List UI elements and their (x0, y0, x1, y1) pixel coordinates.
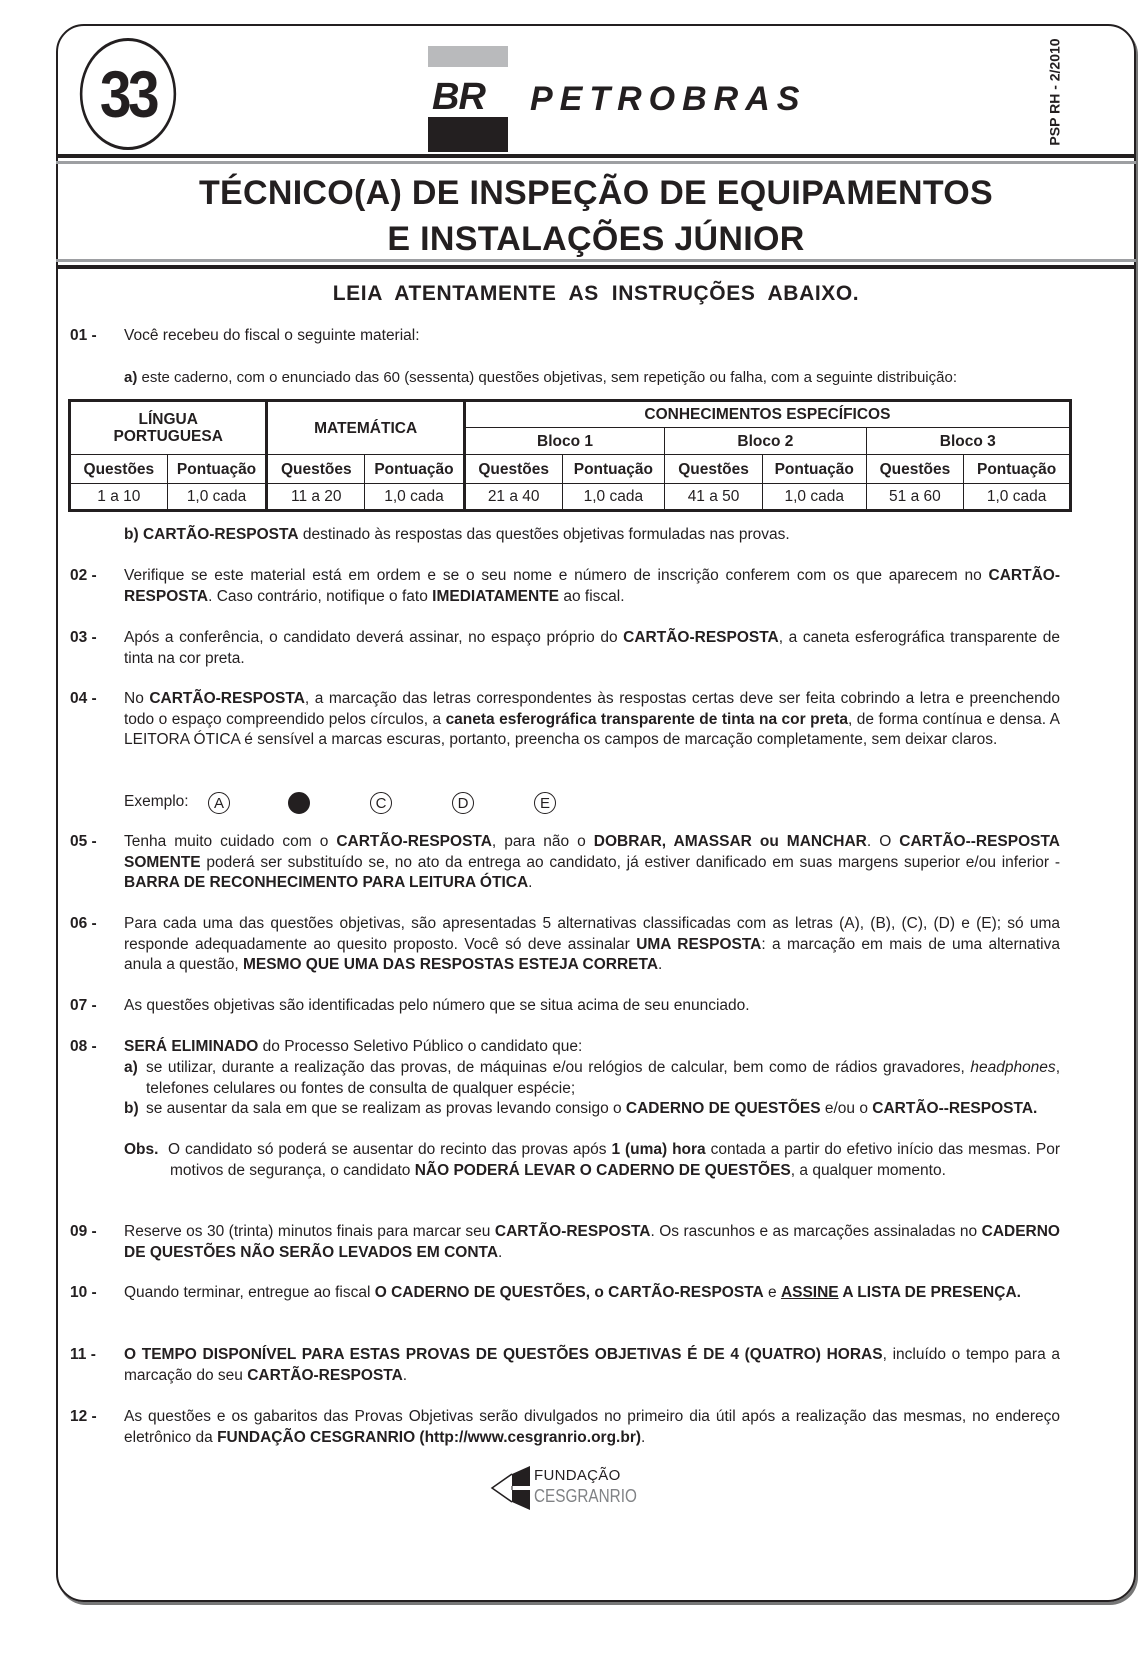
item-text (124, 326, 1060, 347)
header-matematica: MATEMÁTICA (267, 401, 464, 455)
cell-pontuacao: 1,0 cada (167, 484, 267, 511)
text: . Caso contrário, notifique o fato (208, 587, 433, 605)
bold-text: CARTÃO-RESPOSTA (336, 833, 492, 850)
text: este caderno, com o enunciado das 60 (sessenta) questões objetivas, sem repetição ou falha, com a seguinte distribuição: (141, 369, 957, 386)
text: Verifique se este material está em ordem e se o seu nome e número de inscrição conferem com os que aparecem no (124, 567, 989, 584)
item-number: 03 - (70, 629, 97, 646)
bold-text: MESMO QUE UMA DAS RESPOSTAS ESTEJA CORRETA (242, 956, 659, 973)
text: As questões e os gabaritos das Provas Objetivas serão divulgados no primeiro dia útil após a realização das mesmas, no endereço eletrônico da (124, 1408, 1060, 1446)
col-pontuacao: Pontuação (365, 455, 465, 484)
bold-text: CARTÃO-RESPOSTA (149, 690, 305, 707)
cell-questoes: 51 a 60 (866, 484, 964, 511)
title-line-2: E INSTALAÇÕES JÚNIOR (387, 220, 805, 258)
bold-text: FUNDAÇÃO CESGRANRIO (http://www.cesgranrio.org.br) (217, 1428, 642, 1446)
cell-pontuacao: 1,0 cada (964, 484, 1071, 511)
text: , de forma contínua e densa. A LEITORA ÓTICA é sensível a marcas escuras, portanto, preencha os campos de marcação completamente, sem deixar claros. (124, 710, 1061, 748)
logo-wordmark: PETROBRAS (530, 80, 807, 118)
item-number: 02 - (70, 567, 97, 584)
logo-line-2: CESGRANRIO (534, 1486, 637, 1506)
item-text (124, 566, 1060, 607)
bold-text: CARTÃO-RESPOSTA (623, 629, 779, 646)
col-pontuacao: Pontuação (762, 455, 866, 484)
item-number: 07 - (70, 997, 97, 1014)
text: : a marcação em mais de uma alternativa anula a questão, (124, 935, 1060, 973)
bold-text: caneta esferográfica transparente de tinta na cor preta (445, 710, 849, 728)
bubble-option-b-filled (288, 792, 310, 814)
text: Quando terminar, entregue ao fiscal (124, 1284, 375, 1301)
bold-text: NÃO PODERÁ LEVAR O CADERNO DE QUESTÕES (414, 1161, 791, 1179)
bold-text: A LISTA DE PRESENÇA. (838, 1284, 1021, 1301)
header-conhecimentos-especificos: CONHECIMENTOS ESPECÍFICOS (464, 401, 1070, 428)
divider (56, 154, 1136, 158)
divider (56, 265, 1136, 269)
text: , incluído o tempo para a marcação do seu (124, 1346, 1060, 1384)
label: a) (124, 1059, 138, 1076)
text: . Os rascunhos e as marcações assinaladas no (650, 1223, 982, 1240)
bubble-option-d (452, 792, 474, 814)
bubble-option-e (534, 792, 556, 814)
item-text (124, 1407, 1060, 1448)
text: Tenha muito cuidado com o (124, 833, 337, 850)
exam-code-text: PSP RH - 2/2010 (1047, 38, 1064, 146)
cell-questoes: 11 a 20 (267, 484, 365, 511)
bubble-option-c (370, 792, 392, 814)
underlined-text: ASSINE (780, 1284, 839, 1301)
table-row (70, 484, 1071, 511)
col-questoes: Questões (464, 455, 562, 484)
cell-questoes: 41 a 50 (665, 484, 763, 511)
bold-text: UMA RESPOSTA (636, 935, 762, 953)
text: No (124, 690, 150, 707)
example-label: Exemplo: (124, 793, 189, 810)
text: . O (866, 833, 900, 850)
text: , a qualquer momento. (790, 1161, 946, 1179)
text: As questões objetivas são identificadas pelo número que se situa acima de seu enunciado. (124, 997, 750, 1014)
label: Obs. (124, 1141, 159, 1158)
logo-line-1: FUNDAÇÃO (534, 1467, 621, 1484)
item-number: 01 - (70, 327, 97, 344)
text: contada a partir do efetivo início das mesmas. Por motivos de segurança, o candidato (170, 1141, 1060, 1179)
bold-text: CADERNO DE QUESTÕES (625, 1100, 821, 1117)
header-lingua-portuguesa (70, 401, 267, 455)
col-questoes: Questões (665, 455, 763, 484)
item-text (146, 1058, 1060, 1099)
bold-text: DOBRAR, AMASSAR ou MANCHAR (593, 833, 867, 850)
text: . (641, 1428, 646, 1446)
item-text (124, 689, 1060, 751)
cell-pontuacao: 1,0 cada (762, 484, 866, 511)
text: . (498, 1243, 503, 1261)
bold-text: CARTÃO-RESPOSTA (142, 526, 299, 543)
bubble-letter: C (375, 794, 387, 812)
petrobras-logo (428, 46, 868, 152)
item-text (124, 368, 1060, 389)
text: . (528, 874, 533, 891)
col-pontuacao: Pontuação (167, 455, 267, 484)
text: Após a conferência, o candidato deverá assinar, no espaço próprio do (124, 629, 624, 646)
item-text (146, 1099, 1060, 1120)
item-number: 08 - (70, 1038, 97, 1055)
text: O candidato só poderá se ausentar do recinto das provas após (168, 1141, 612, 1158)
item-number: 09 - (70, 1223, 97, 1240)
bold-text: CARTÃO--RESPOSTA. (872, 1100, 1038, 1117)
text: Você recebeu do fiscal o seguinte material: (124, 327, 420, 344)
logo-gray-bar (428, 46, 508, 67)
booklet-number: 33 (99, 57, 157, 131)
page-title (56, 170, 1136, 262)
label: b) (124, 1100, 139, 1117)
bubble-letter: E (539, 794, 550, 812)
text: . (658, 956, 663, 973)
item-text (124, 996, 1060, 1017)
cell-pontuacao: 1,0 cada (365, 484, 465, 511)
item-text (124, 1345, 1060, 1386)
text: e (763, 1284, 781, 1301)
bold-text: IMEDIATAMENTE (432, 587, 560, 605)
text: Reserve os 30 (trinta) minutos finais para marcar seu (124, 1223, 495, 1240)
text: do Processo Seletivo Público o candidato que: (258, 1038, 583, 1055)
header-line: LÍNGUA (138, 411, 198, 428)
booklet-number-badge (80, 38, 176, 150)
bubble-option-a (208, 792, 230, 814)
bold-text: CARTÃO-RESPOSTA (494, 1223, 651, 1240)
cell-questoes: 21 a 40 (464, 484, 562, 511)
text: , a marcação das letras correspondentes às respostas certas deve ser feita cobrindo a letra e preenchendo todo o espaço compreendido pelos círculos, a (124, 690, 1060, 728)
bubble-letter: D (457, 794, 469, 812)
instructions-heading: LEIA ATENTAMENTE AS INSTRUÇÕES ABAIXO. (332, 282, 860, 305)
bold-text: CARTÃO-RESPOSTA (247, 1366, 403, 1384)
bold-text: CARTÃO-RESPOSTA (124, 567, 1060, 605)
text: se utilizar, durante a realização das provas, de máquinas e/ou relógios de calcular, bem como de rádios gravadores, (146, 1059, 971, 1076)
item-text (170, 1140, 1060, 1181)
bubble-letter: A (213, 794, 224, 812)
item-text (124, 914, 1060, 976)
header (56, 24, 1136, 164)
col-questoes: Questões (866, 455, 964, 484)
label: b) (124, 526, 139, 543)
bold-text: CADERNO DE QUESTÕES NÃO SERÃO LEVADOS EM CONTA (124, 1223, 1060, 1261)
header-bloco-1: Bloco 1 (464, 428, 664, 455)
title-line-1: TÉCNICO(A) DE INSPEÇÃO DE EQUIPAMENTOS (198, 174, 994, 212)
bold-text: CARTÃO--RESPOSTA SOMENTE (124, 833, 1061, 871)
header-bloco-2: Bloco 2 (665, 428, 866, 455)
col-questoes: Questões (70, 455, 168, 484)
text: , telefones celulares ou fontes de consulta de qualquer espécie; (146, 1059, 1060, 1097)
item-number: 11 - (70, 1346, 96, 1363)
item-number: 04 - (70, 690, 97, 707)
bold-text: 1 (uma) hora (611, 1141, 706, 1158)
item-text (124, 1222, 1060, 1263)
text: Para cada uma das questões objetivas, são apresentadas 5 alternativas classificadas com as letras (A), (B), (C), (D) e (E); só uma responde adequadamente ao quesito proposto. Você só deve assinalar (124, 915, 1060, 953)
col-pontuacao: Pontuação (562, 455, 665, 484)
item-number: 05 - (70, 833, 97, 850)
item-number: 12 - (70, 1408, 97, 1425)
bold-text: BARRA DE RECONHECIMENTO PARA LEITURA ÓTICA (124, 874, 529, 891)
divider (56, 161, 1136, 164)
cesgranrio-logo (490, 1466, 640, 1510)
question-distribution-table (68, 399, 1072, 512)
text: . (402, 1366, 408, 1384)
text: destinado às respostas das questões objetivas formuladas nas provas. (298, 526, 790, 543)
text: , a caneta esferográfica transparente de tinta na cor preta. (124, 629, 1060, 667)
header-line: PORTUGUESA (113, 428, 223, 445)
item-text (124, 525, 1060, 546)
col-questoes: Questões (267, 455, 365, 484)
item-text (124, 1283, 1060, 1304)
text: se ausentar da sala em que se realizam as provas levando consigo o (146, 1100, 626, 1117)
text: poderá ser substituído se, no ato da entrega ao candidato, já estiver danificado em suas margens superior e/ou inferior - (200, 853, 1060, 871)
label: a) (124, 369, 138, 386)
bold-text: O CADERNO DE QUESTÕES, o CARTÃO-RESPOSTA (374, 1284, 764, 1301)
divider (56, 259, 1136, 262)
column-header-row (70, 455, 1071, 484)
text: ao fiscal. (559, 587, 625, 605)
cell-questoes: 1 a 10 (70, 484, 168, 511)
logo-br-text: BR (432, 76, 485, 118)
col-pontuacao: Pontuação (964, 455, 1071, 484)
text: , para não o (491, 833, 594, 850)
item-number: 10 - (70, 1284, 97, 1301)
item-text (124, 832, 1060, 894)
item-number: 06 - (70, 915, 97, 932)
item-text (124, 1037, 1060, 1058)
italic-text: headphones (970, 1059, 1056, 1076)
bold-text: O TEMPO DISPONÍVEL PARA ESTAS PROVAS DE QUESTÕES OBJETIVAS É DE 4 (QUATRO) HORAS (124, 1346, 883, 1363)
bold-text: SERÁ ELIMINADO (124, 1038, 259, 1055)
exam-code (1040, 32, 1070, 152)
item-text (124, 628, 1060, 669)
text: e/ou o (820, 1100, 873, 1117)
header-bloco-3: Bloco 3 (866, 428, 1070, 455)
cell-pontuacao: 1,0 cada (562, 484, 665, 511)
cesgranrio-arrow-icon (490, 1466, 532, 1510)
